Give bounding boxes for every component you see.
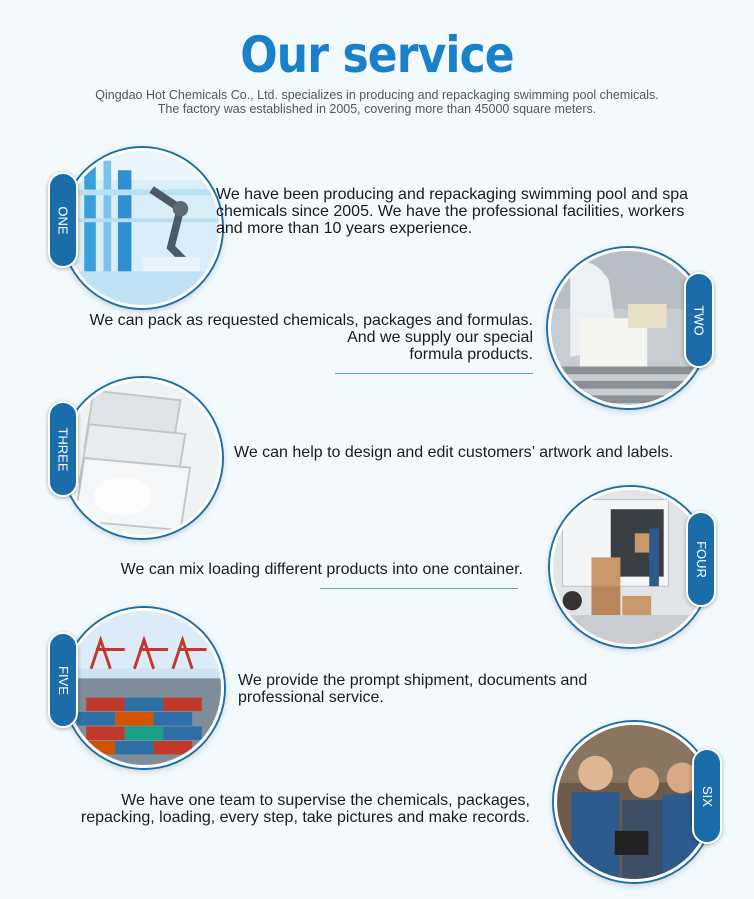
service-three-text	[234, 444, 714, 461]
service-tag-six	[692, 748, 722, 844]
service-two-text	[40, 312, 533, 363]
service-two-line-1: We can pack as requested chemicals, packages and formulas.	[89, 312, 533, 329]
service-tag-four	[686, 511, 716, 607]
service-tag-one	[48, 172, 78, 268]
factory-machinery-photo	[62, 148, 222, 308]
subtitle-line-2: The factory was established in 2005, covering more than 45000 square meters.	[157, 102, 597, 116]
team-workers-photo	[554, 722, 714, 882]
service-tag-five	[48, 632, 78, 728]
service-tag-five-label: FIVE	[55, 665, 71, 695]
service-two-line-3: formula products.	[409, 346, 533, 363]
service-five-line-2: professional service.	[238, 689, 384, 706]
divider-two	[335, 373, 533, 374]
service-two-line-2: And we supply our special	[347, 329, 533, 346]
service-tag-six-label: SIX	[699, 785, 715, 807]
divider-four	[320, 588, 518, 589]
service-one-line-1: We have been producing and repackaging swimming pool and spa	[216, 186, 689, 203]
service-three-line-1: We can help to design and edit customers’ artwork and labels.	[234, 444, 674, 461]
service-tag-three	[48, 401, 78, 497]
service-one-text	[216, 186, 736, 237]
service-five-text	[238, 672, 678, 706]
service-tag-three-label: THREE	[55, 426, 71, 472]
service-six-line-1: We have one team to supervise the chemicals, packages,	[121, 792, 530, 809]
service-tag-two-label: TWO	[691, 304, 707, 336]
service-four-line-1: We can mix loading different products into one container.	[120, 561, 523, 578]
service-tag-one-label: ONE	[55, 205, 71, 235]
service-tag-two	[684, 272, 714, 368]
service-five-line-1: We provide the prompt shipment, documents and	[238, 672, 588, 689]
service-six-line-2: repacking, loading, every step, take pictures and make records.	[80, 809, 530, 826]
service-four-text	[40, 561, 523, 578]
container-port-photo	[64, 608, 224, 768]
service-tag-four-label: FOUR	[693, 540, 709, 578]
service-six-text	[30, 792, 530, 826]
service-one-line-2: chemicals since 2005. We have the professional facilities, workers	[216, 203, 685, 220]
foil-bags-photo	[62, 378, 222, 538]
page-title: Our service	[240, 26, 514, 84]
service-one-line-3: and more than 10 years experience.	[216, 220, 473, 237]
subtitle-line-1: Qingdao Hot Chemicals Co., Ltd. specializes in producing and repackaging swimming pool chemicals.	[95, 88, 659, 102]
